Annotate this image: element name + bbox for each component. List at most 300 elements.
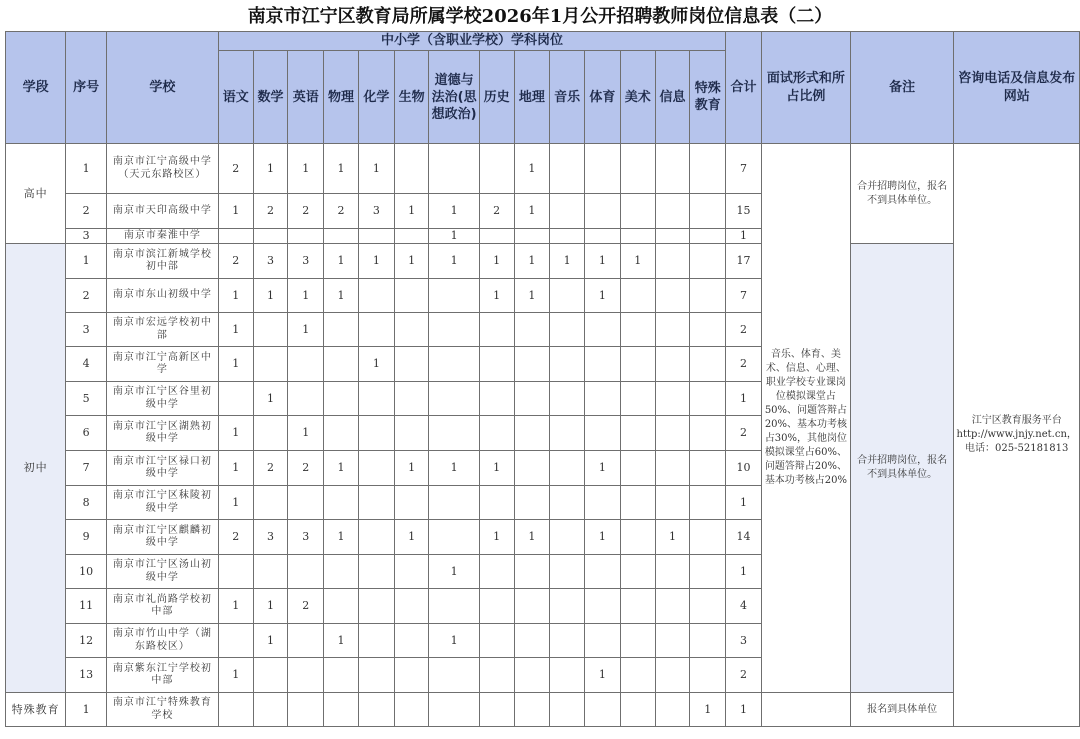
count-cell [655,382,690,416]
count-cell: 1 [585,658,621,693]
count-cell [288,229,324,244]
count-cell [690,520,726,555]
subject-header: 道德与法治(思想政治) [429,51,479,144]
count-cell: 1 [394,451,429,486]
count-cell: 1 [429,229,479,244]
count-cell [479,693,514,727]
row-total: 15 [726,194,762,229]
count-cell: 1 [253,144,288,194]
count-cell [288,624,324,658]
recruitment-table [5,31,1080,727]
count-cell: 3 [288,244,324,279]
count-cell: 2 [288,589,324,624]
count-cell [620,229,655,244]
row-total: 1 [726,229,762,244]
header-seq: 序号 [66,32,107,144]
count-cell: 2 [218,144,253,194]
header-total: 合计 [726,32,762,144]
row-school: 南京市东山初级中学 [106,279,218,313]
count-cell: 3 [288,520,324,555]
count-cell [620,279,655,313]
count-cell: 1 [429,244,479,279]
count-cell [550,451,585,486]
remark: 合并招聘岗位，报名不到具体单位。 [850,244,953,693]
subject-header: 化学 [358,51,394,144]
count-cell: 2 [218,520,253,555]
count-cell [550,693,585,727]
row-total: 1 [726,555,762,589]
count-cell: 1 [620,244,655,279]
row-total: 10 [726,451,762,486]
count-cell [585,555,621,589]
count-cell [429,658,479,693]
count-cell: 1 [218,347,253,382]
count-cell: 1 [429,624,479,658]
count-cell [324,313,359,347]
row-school: 南京市江宁高级中学（天元东路校区） [106,144,218,194]
count-cell: 3 [253,244,288,279]
count-cell: 3 [253,520,288,555]
count-cell: 1 [358,144,394,194]
subject-header: 历史 [479,51,514,144]
count-cell: 1 [514,244,550,279]
header-remark: 备注 [850,32,953,144]
count-cell [655,144,690,194]
count-cell [253,313,288,347]
count-cell: 1 [585,244,621,279]
count-cell [620,416,655,451]
count-cell [690,347,726,382]
count-cell [620,451,655,486]
count-cell [479,589,514,624]
count-cell: 1 [218,279,253,313]
header-contact: 咨询电话及信息发布网站 [954,32,1080,144]
subject-header: 美术 [620,51,655,144]
row-total: 2 [726,313,762,347]
row-total: 7 [726,279,762,313]
count-cell [394,693,429,727]
count-cell [253,658,288,693]
row-seq: 13 [66,658,107,693]
count-cell [655,416,690,451]
count-cell [620,194,655,229]
subject-header: 英语 [288,51,324,144]
subject-header: 特殊教育 [690,51,726,144]
count-cell [358,416,394,451]
count-cell [358,451,394,486]
count-cell [479,382,514,416]
count-cell [218,229,253,244]
count-cell: 1 [585,279,621,313]
header-school: 学校 [106,32,218,144]
count-cell [550,313,585,347]
count-cell [550,279,585,313]
header-interview: 面试形式和所占比例 [761,32,850,144]
count-cell: 1 [218,589,253,624]
count-cell: 1 [324,279,359,313]
count-cell [429,589,479,624]
count-cell [690,658,726,693]
count-cell: 1 [655,520,690,555]
count-cell: 1 [218,486,253,520]
count-cell [218,693,253,727]
count-cell [655,244,690,279]
count-cell [514,555,550,589]
count-cell [514,229,550,244]
row-total: 3 [726,624,762,658]
count-cell [514,693,550,727]
count-cell [690,416,726,451]
count-cell: 1 [218,451,253,486]
count-cell [218,382,253,416]
count-cell [358,520,394,555]
count-cell [690,486,726,520]
interview-format: 音乐、体育、美术、信息、心理、职业学校专业课岗位模拟课堂占50%、问题答辩占20%、基本功考核占30%，其他岗位模拟课堂占60%、问题答辩占20%、基本功考核占20% [761,144,850,693]
count-cell [324,486,359,520]
count-cell: 1 [514,144,550,194]
count-cell: 1 [253,382,288,416]
table-row [6,244,1080,279]
subject-header: 物理 [324,51,359,144]
count-cell: 1 [253,589,288,624]
count-cell [324,693,359,727]
count-cell [429,382,479,416]
count-cell [655,658,690,693]
row-total: 7 [726,144,762,194]
count-cell [690,144,726,194]
count-cell [514,451,550,486]
count-cell [218,555,253,589]
count-cell [585,693,621,727]
count-cell: 1 [324,624,359,658]
count-cell [358,589,394,624]
row-school: 南京市竹山中学（湖东路校区） [106,624,218,658]
count-cell: 1 [218,313,253,347]
count-cell: 1 [585,520,621,555]
count-cell: 1 [324,244,359,279]
count-cell [358,555,394,589]
count-cell [429,520,479,555]
count-cell [394,624,429,658]
count-cell: 1 [324,520,359,555]
count-cell [620,382,655,416]
stage-label: 初中 [6,244,66,693]
count-cell [253,693,288,727]
count-cell [394,313,429,347]
count-cell [429,144,479,194]
row-seq: 5 [66,382,107,416]
count-cell [655,555,690,589]
count-cell [479,416,514,451]
row-total: 14 [726,520,762,555]
count-cell [324,416,359,451]
count-cell: 2 [253,451,288,486]
count-cell: 2 [253,194,288,229]
count-cell [690,279,726,313]
count-cell [288,486,324,520]
row-school: 南京市江宁区汤山初级中学 [106,555,218,589]
count-cell [655,451,690,486]
count-cell [550,229,585,244]
count-cell [394,347,429,382]
count-cell: 1 [479,520,514,555]
count-cell [394,144,429,194]
count-cell [585,624,621,658]
row-seq: 4 [66,347,107,382]
count-cell: 2 [218,244,253,279]
count-cell: 1 [394,194,429,229]
count-cell [690,555,726,589]
count-cell: 1 [514,279,550,313]
row-total: 17 [726,244,762,279]
row-seq: 11 [66,589,107,624]
row-seq: 2 [66,279,107,313]
count-cell [514,416,550,451]
row-seq: 7 [66,451,107,486]
table-row [6,144,1080,194]
count-cell [655,624,690,658]
count-cell [288,382,324,416]
count-cell [358,486,394,520]
count-cell [429,347,479,382]
count-cell [358,693,394,727]
count-cell [690,589,726,624]
count-cell [218,624,253,658]
count-cell [620,486,655,520]
count-cell [324,229,359,244]
count-cell: 1 [550,244,585,279]
count-cell [514,486,550,520]
count-cell: 1 [479,279,514,313]
count-cell: 1 [324,144,359,194]
count-cell [324,347,359,382]
count-cell: 2 [324,194,359,229]
row-school: 南京市滨江新城学校初中部 [106,244,218,279]
remark: 合并招聘岗位，报名不到具体单位。 [850,144,953,244]
row-seq: 1 [66,693,107,727]
count-cell: 1 [429,555,479,589]
count-cell: 2 [288,451,324,486]
count-cell [690,382,726,416]
count-cell [550,416,585,451]
count-cell: 1 [288,416,324,451]
count-cell [550,144,585,194]
header-stage: 学段 [6,32,66,144]
count-cell [585,313,621,347]
count-cell [394,555,429,589]
row-school: 南京市江宁区湖熟初级中学 [106,416,218,451]
count-cell [620,313,655,347]
subject-header: 数学 [253,51,288,144]
count-cell [324,555,359,589]
count-cell [324,589,359,624]
row-school: 南京市江宁区谷里初级中学 [106,382,218,416]
count-cell: 2 [288,194,324,229]
count-cell [479,313,514,347]
row-total: 4 [726,589,762,624]
count-cell [655,347,690,382]
count-cell [690,194,726,229]
count-cell [620,624,655,658]
count-cell [324,658,359,693]
count-cell [394,589,429,624]
interview-empty [761,693,850,727]
count-cell: 1 [690,693,726,727]
count-cell: 2 [479,194,514,229]
count-cell [655,486,690,520]
count-cell [479,658,514,693]
count-cell [550,194,585,229]
row-total: 2 [726,347,762,382]
count-cell: 1 [324,451,359,486]
contact-info: 江宁区教育服务平台http://www.jnjy.net.cn，电话：025-52181813 [954,144,1080,727]
subject-header: 音乐 [550,51,585,144]
count-cell [550,555,585,589]
count-cell [514,658,550,693]
count-cell [655,194,690,229]
count-cell: 1 [514,194,550,229]
count-cell [585,194,621,229]
count-cell: 1 [394,520,429,555]
count-cell [514,382,550,416]
count-cell [394,279,429,313]
row-seq: 1 [66,144,107,194]
row-school: 南京市江宁高新区中学 [106,347,218,382]
count-cell: 1 [288,279,324,313]
count-cell [394,229,429,244]
subject-header: 体育 [585,51,621,144]
count-cell [324,382,359,416]
row-seq: 6 [66,416,107,451]
row-total: 1 [726,486,762,520]
count-cell [620,520,655,555]
count-cell [655,313,690,347]
count-cell: 1 [358,347,394,382]
count-cell [620,658,655,693]
count-cell [514,589,550,624]
count-cell [550,486,585,520]
count-cell [585,229,621,244]
table-row [6,693,1080,727]
row-total: 2 [726,658,762,693]
row-seq: 3 [66,229,107,244]
count-cell: 1 [288,313,324,347]
row-school: 南京市江宁区禄口初级中学 [106,451,218,486]
count-cell [429,486,479,520]
count-cell [550,347,585,382]
count-cell [358,624,394,658]
count-cell [690,244,726,279]
count-cell [550,589,585,624]
subject-header: 语文 [218,51,253,144]
count-cell [585,486,621,520]
count-cell [690,229,726,244]
row-seq: 8 [66,486,107,520]
count-cell [550,520,585,555]
count-cell [253,416,288,451]
row-seq: 1 [66,244,107,279]
count-cell [585,589,621,624]
count-cell: 1 [429,194,479,229]
count-cell: 1 [429,451,479,486]
count-cell [429,416,479,451]
count-cell [620,347,655,382]
count-cell [288,693,324,727]
count-cell [358,229,394,244]
row-seq: 10 [66,555,107,589]
count-cell [585,416,621,451]
count-cell [429,693,479,727]
row-school: 南京紫东江宁学校初中部 [106,658,218,693]
count-cell [585,382,621,416]
row-school: 南京市江宁区麒麟初级中学 [106,520,218,555]
count-cell [620,555,655,589]
count-cell [479,347,514,382]
count-cell: 1 [394,244,429,279]
row-school: 南京市江宁特殊教育学校 [106,693,218,727]
count-cell [394,658,429,693]
count-cell [358,313,394,347]
remark: 报名到具体单位 [850,693,953,727]
row-seq: 12 [66,624,107,658]
row-school: 南京市江宁区秣陵初级中学 [106,486,218,520]
count-cell [585,347,621,382]
count-cell [479,555,514,589]
count-cell [479,624,514,658]
count-cell: 1 [585,451,621,486]
count-cell: 3 [358,194,394,229]
count-cell [288,555,324,589]
row-seq: 9 [66,520,107,555]
header-subject-group: 中小学（含职业学校）学科岗位 [218,32,725,51]
count-cell [514,313,550,347]
stage-label: 特殊教育 [6,693,66,727]
count-cell [394,486,429,520]
count-cell [690,451,726,486]
count-cell [655,229,690,244]
subject-header: 信息 [655,51,690,144]
count-cell [253,347,288,382]
count-cell [429,313,479,347]
count-cell: 1 [253,624,288,658]
count-cell [358,658,394,693]
count-cell: 1 [218,658,253,693]
row-school: 南京市礼尚路学校初中部 [106,589,218,624]
count-cell [550,382,585,416]
count-cell [394,382,429,416]
count-cell [358,279,394,313]
count-cell [479,229,514,244]
count-cell: 1 [479,451,514,486]
count-cell: 1 [288,144,324,194]
count-cell [655,589,690,624]
stage-label: 高中 [6,144,66,244]
count-cell [655,279,690,313]
count-cell: 1 [514,520,550,555]
count-cell [358,382,394,416]
row-school: 南京市宏远学校初中部 [106,313,218,347]
count-cell [479,144,514,194]
count-cell [429,279,479,313]
count-cell [514,347,550,382]
count-cell [253,555,288,589]
count-cell [479,486,514,520]
count-cell [394,416,429,451]
count-cell [620,144,655,194]
count-cell [253,229,288,244]
count-cell: 1 [253,279,288,313]
count-cell: 1 [479,244,514,279]
